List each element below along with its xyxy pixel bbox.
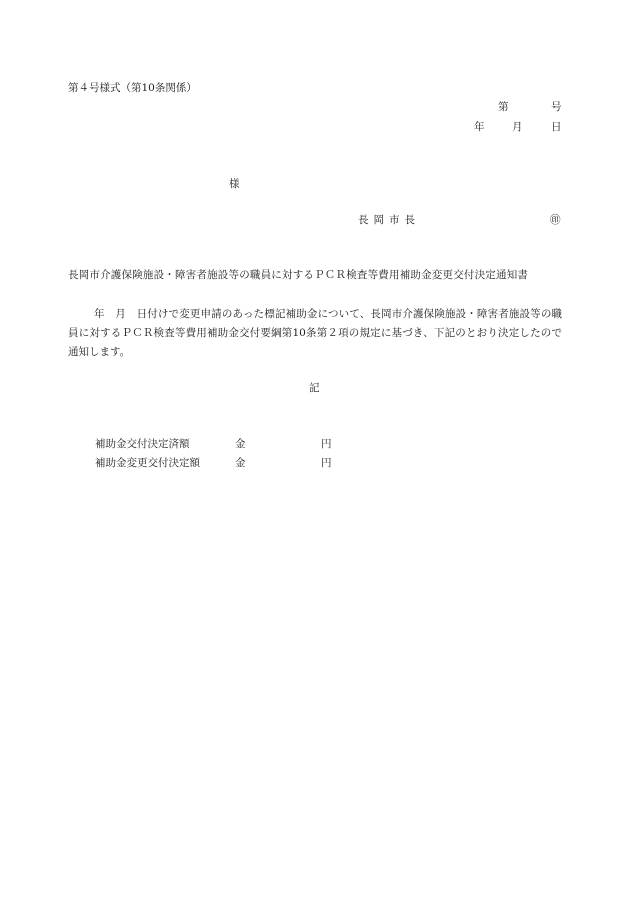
sender-title: 長岡市長 (358, 214, 420, 226)
document-title: 長岡市介護保険施設・障害者施設等の職員に対するＰＣＲ検査等費用補助金変更交付決定通知書 (68, 269, 529, 281)
note-heading: 記 (309, 382, 320, 394)
recipient-honorific: 様 (229, 178, 240, 190)
body-paragraph: 年 月 日付けで変更申請のあった標記補助金について、長岡市介護保険施設・障害者施設等の職員に対するＰＣＲ検査等費用補助金交付要綱第10条第２項の規定に基づき、下記のとおり決定したので通知します。 (68, 308, 562, 358)
amount-row-decided (95, 437, 345, 451)
amount-currency-unit: 円 (321, 457, 332, 469)
amount-row-changed (95, 456, 345, 470)
seal-mark: ㊞ (550, 214, 561, 226)
document-number-prefix: 第 (498, 101, 509, 113)
date-year: 年 (474, 121, 485, 133)
date-day: 日 (551, 121, 562, 133)
amount-currency-prefix: 金 (235, 438, 246, 450)
form-number: 第４号様式（第10条関係） (68, 82, 197, 94)
amount-label: 補助金変更交付決定額 (95, 457, 200, 469)
document-number-suffix: 号 (551, 101, 562, 113)
date-month: 月 (512, 121, 523, 133)
amount-label: 補助金交付決定済額 (95, 438, 190, 450)
amount-currency-unit: 円 (321, 438, 332, 450)
amount-currency-prefix: 金 (235, 457, 246, 469)
